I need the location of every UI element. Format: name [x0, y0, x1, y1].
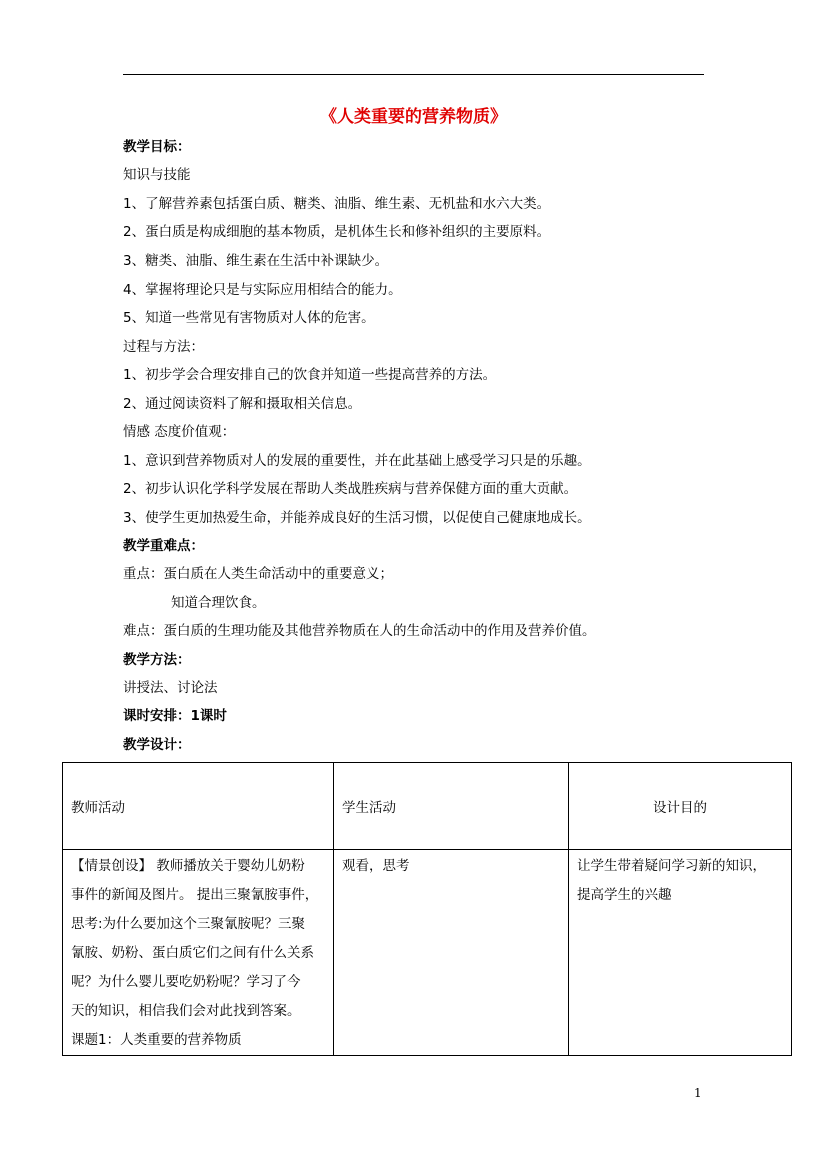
table-header-row [63, 763, 792, 850]
goal-item: 2、通过阅读资料了解和摄取相关信息。 [123, 396, 362, 412]
goal-item: 1、意识到营养物质对人的发展的重要性，并在此基础上感受学习只是的乐趣。 [123, 453, 591, 469]
table-row [63, 850, 792, 1056]
cell-design-purpose [569, 850, 792, 1056]
cell-line: 事件的新闻及图片。 提出三聚氰胺事件， [71, 887, 319, 903]
cell-line: 思考:为什么要加这个三聚氰胺呢？三聚 [71, 916, 306, 932]
goal-item: 2、蛋白质是构成细胞的基本物质，是机体生长和修补组织的主要原料。 [123, 224, 551, 240]
goal-item: 3、使学生更加热爱生命，并能养成良好的生活习惯，以促使自己健康地成长。 [123, 510, 591, 526]
subheading-process-method: 过程与方法： [123, 339, 204, 355]
cell-student-activity [334, 850, 569, 1056]
subheading-attitude-values: 情感 态度价值观： [123, 424, 236, 440]
document-title: 《人类重要的营养物质》 [320, 107, 507, 127]
key-point-text: 重点：蛋白质在人类生命活动中的重要意义； [123, 566, 393, 582]
goal-item: 1、了解营养素包括蛋白质、糖类、油脂、维生素、无机盐和水六大类。 [123, 196, 551, 212]
teaching-method-text: 讲授法、讨论法 [123, 680, 218, 696]
teaching-design-table [62, 762, 792, 1056]
header-teacher-activity: 教师活动 [63, 763, 334, 850]
header-design-purpose: 设计目的 [569, 763, 792, 850]
header-student-activity: 学生活动 [334, 763, 569, 850]
goal-item: 3、糖类、油脂、维生素在生活中补课缺少。 [123, 253, 389, 269]
cell-line: 呢？为什么婴儿要吃奶粉呢？学习了今 [71, 974, 301, 990]
heading-teaching-design: 教学设计： [123, 737, 191, 753]
heading-teaching-goals: 教学目标： [123, 139, 191, 155]
heading-key-difficult-points: 教学重难点： [123, 538, 204, 554]
key-point-continuation: 知道合理饮食。 [171, 595, 266, 611]
header-rule [123, 74, 704, 75]
cell-line: 让学生带着疑问学习新的知识， [577, 858, 766, 874]
heading-schedule: 课时安排：1课时 [123, 708, 227, 724]
page-number: 1 [694, 1086, 702, 1100]
subheading-knowledge-skills: 知识与技能 [123, 167, 191, 183]
cell-teacher-activity [63, 850, 334, 1056]
cell-line: 天的知识，相信我们会对此找到答案。 [71, 1003, 301, 1019]
difficult-point-text: 难点：蛋白质的生理功能及其他营养物质在人的生命活动中的作用及营养价值。 [123, 623, 596, 639]
cell-line: 课题1：人类重要的营养物质 [71, 1032, 242, 1048]
heading-teaching-method: 教学方法： [123, 652, 191, 668]
cell-line: 观看，思考 [342, 858, 410, 874]
goal-item: 2、初步认识化学科学发展在帮助人类战胜疾病与营养保健方面的重大贡献。 [123, 481, 578, 497]
cell-line: 提高学生的兴趣 [577, 887, 672, 903]
cell-line: 氰胺、奶粉、蛋白质它们之间有什么关系 [71, 945, 314, 961]
goal-item: 5、知道一些常见有害物质对人体的危害。 [123, 310, 375, 326]
goal-item: 4、掌握将理论只是与实际应用相结合的能力。 [123, 282, 402, 298]
cell-line: 【情景创设】 教师播放关于婴幼儿奶粉 [71, 858, 305, 874]
goal-item: 1、初步学会合理安排自己的饮食并知道一些提高营养的方法。 [123, 367, 497, 383]
